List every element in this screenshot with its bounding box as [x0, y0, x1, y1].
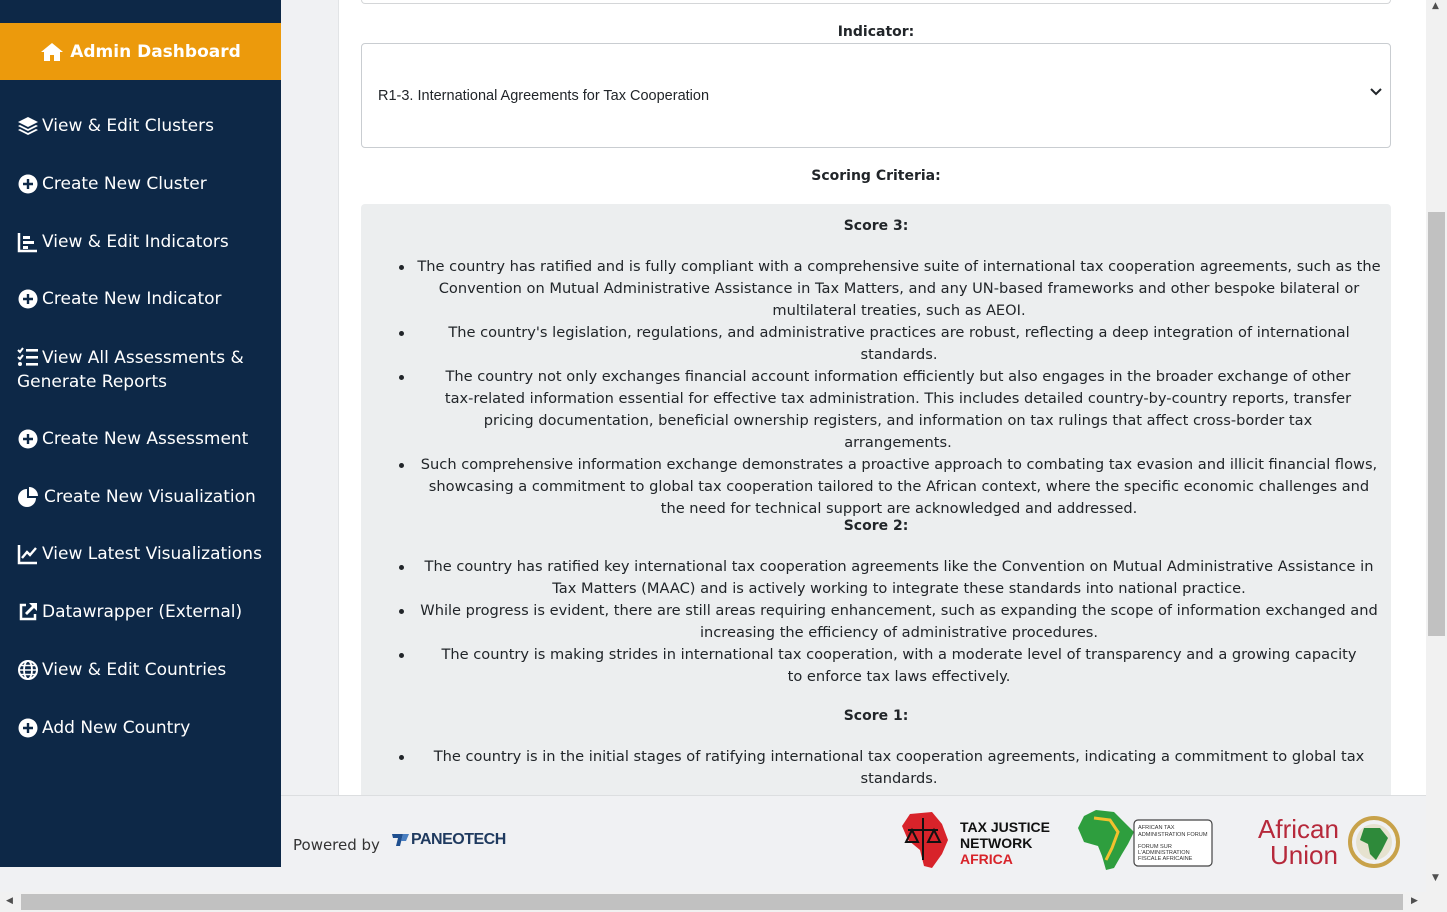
tjn-line-3: AFRICA — [960, 851, 1013, 867]
list-item: The country's legislation, regulations, and administrative practices are robust, reflecting a deep integration of international standards. — [361, 322, 1391, 366]
score-2-list — [361, 556, 1391, 688]
home-icon — [40, 42, 64, 62]
sidebar-item-label: View & Edit Countries — [42, 660, 227, 680]
sidebar-item-view-edit-indicators[interactable] — [17, 230, 229, 254]
sidebar-item-view-edit-countries[interactable] — [17, 658, 226, 682]
list-item: The country has ratified and is fully compliant with a comprehensive suite of international tax cooperation agreements, such as the Convention on Mutual Administrative Assistance in Tax Matters, and any UN-based frameworks and other bespoke bilateral or multilateral treaties, such as AEOI. — [361, 256, 1391, 322]
plus-circle-icon — [17, 288, 39, 310]
sidebar-item-label: Create New Cluster — [42, 174, 207, 194]
plus-circle-icon — [17, 173, 39, 195]
score-3-list — [361, 256, 1391, 520]
globe-icon — [17, 659, 39, 681]
plus-circle-icon — [17, 428, 39, 450]
sidebar-item-label: Create New Visualization — [44, 487, 256, 507]
list-item: The country not only exchanges financial account information efficiently but also engages in the broader exchange of other tax-related information essential for effective tax administration. This includes detailed country-by-country reports, transfer pricing documentation, beneficial ownership registers, and information on tax rulings that affect cross-border tax arrangements. — [361, 366, 1391, 454]
sidebar-item-view-edit-clusters[interactable] — [17, 114, 214, 138]
sidebar-item-datawrapper[interactable] — [17, 600, 242, 624]
sidebar-item-view-assessments[interactable] — [17, 345, 267, 394]
scroll-down-arrow-icon[interactable]: ▼ — [1432, 873, 1439, 883]
score-1-list — [361, 746, 1391, 790]
list-check-icon — [17, 346, 39, 368]
african-union-logo[interactable] — [1256, 814, 1406, 870]
list-item: The country has ratified key international tax cooperation agreements like the Convention on Mutual Administrative Assistance in Tax Matters (MAAC) and is actively working to integrate these standards into national practice. — [361, 556, 1391, 600]
scoring-criteria-label: Scoring Criteria: — [811, 168, 941, 184]
sidebar-item-label: Add New Country — [42, 718, 191, 738]
atax-line-4: L'ADMINISTRATION — [1138, 850, 1190, 856]
list-item: The country is in the initial stages of ratifying international tax cooperation agreements, indicating a commitment to global tax standards. — [361, 746, 1391, 790]
au-line-1: African — [1258, 814, 1339, 844]
atax-line-5: FISCALE AFRICAINE — [1138, 856, 1193, 862]
african-tax-administration-forum-logo[interactable] — [1076, 808, 1216, 874]
tax-justice-network-africa-logo[interactable] — [898, 810, 1050, 872]
scroll-right-arrow-icon[interactable]: ▶ — [1411, 896, 1418, 906]
vertical-scrollbar-thumb[interactable] — [1428, 212, 1445, 636]
sidebar-item-label: View & Edit Clusters — [42, 116, 214, 136]
chevron-down-icon — [1370, 88, 1382, 96]
layers-icon — [17, 115, 39, 137]
sidebar-item-label: Create New Indicator — [42, 289, 222, 309]
pie-chart-icon — [17, 486, 39, 508]
sidebar-item-latest-visualizations[interactable] — [17, 542, 262, 566]
indicator-selected-value: R1-3. International Agreements for Tax Cooperation — [378, 87, 710, 104]
tjn-line-1: TAX JUSTICE — [960, 819, 1050, 835]
au-line-2: Union — [1270, 840, 1338, 870]
atax-line-3: FORUM SUR — [1138, 844, 1172, 850]
score-heading: Score 1: — [843, 708, 909, 724]
sidebar-item-label: View & Edit Indicators — [42, 232, 229, 252]
sidebar-item-label: View Latest Visualizations — [42, 544, 262, 564]
plus-circle-icon — [17, 717, 39, 739]
scroll-left-arrow-icon[interactable]: ◀ — [6, 896, 13, 906]
scroll-up-arrow-icon[interactable]: ▲ — [1432, 1, 1439, 11]
paneotech-logo[interactable] — [391, 831, 506, 849]
list-item: While progress is evident, there are still areas requiring enhancement, such as expanding the scope of information exchanged and increasing the efficiency of administrative procedures. — [361, 600, 1391, 644]
admin-dashboard-button[interactable] — [0, 23, 281, 80]
sidebar-item-create-cluster[interactable] — [17, 172, 207, 196]
sidebar-item-create-visualization[interactable] — [17, 485, 256, 509]
score-heading: Score 3: — [843, 218, 909, 234]
indicator-select[interactable] — [361, 43, 1391, 148]
paneotech-text: PANEOTECH — [411, 831, 506, 848]
sidebar-item-label: Datawrapper (External) — [42, 602, 243, 622]
sidebar-bottom-gap — [0, 867, 281, 892]
external-link-icon — [17, 601, 39, 623]
bar-chart-icon — [17, 231, 39, 253]
tjn-line-2: NETWORK — [960, 835, 1033, 851]
sidebar — [0, 0, 281, 867]
sidebar-item-create-assessment[interactable] — [17, 427, 248, 451]
sidebar-item-label: Create New Assessment — [42, 429, 249, 449]
sidebar-item-label: View All Assessments & Generate Reports — [17, 348, 244, 392]
indicator-label: Indicator: — [837, 24, 915, 40]
sidebar-item-add-country[interactable] — [17, 716, 190, 740]
list-item: The country is making strides in international tax cooperation, with a moderate level of transparency and a growing capacity to enforce tax laws effectively. — [361, 644, 1391, 688]
sidebar-item-create-indicator[interactable] — [17, 287, 222, 311]
powered-by-label: Powered by — [293, 836, 380, 854]
footer — [281, 795, 1426, 892]
score-heading: Score 2: — [843, 518, 909, 534]
atax-line-2: ADMINISTRATION FORUM — [1138, 832, 1208, 838]
scoring-criteria-panel — [361, 204, 1391, 795]
horizontal-scrollbar-thumb[interactable] — [21, 894, 1403, 910]
paneotech-mark-icon — [391, 832, 411, 848]
previous-field-edge — [361, 0, 1391, 4]
atax-line-1: AFRICAN TAX — [1138, 825, 1175, 831]
admin-dashboard-label: Admin Dashboard — [70, 41, 241, 62]
line-chart-icon — [17, 543, 39, 565]
list-item: Such comprehensive information exchange demonstrates a proactive approach to combating tax evasion and illicit financial flows, showcasing a commitment to global tax cooperation tailored to the African context, where the specific economic challenges and the need for technical support are acknowledged and addressed. — [361, 454, 1391, 520]
